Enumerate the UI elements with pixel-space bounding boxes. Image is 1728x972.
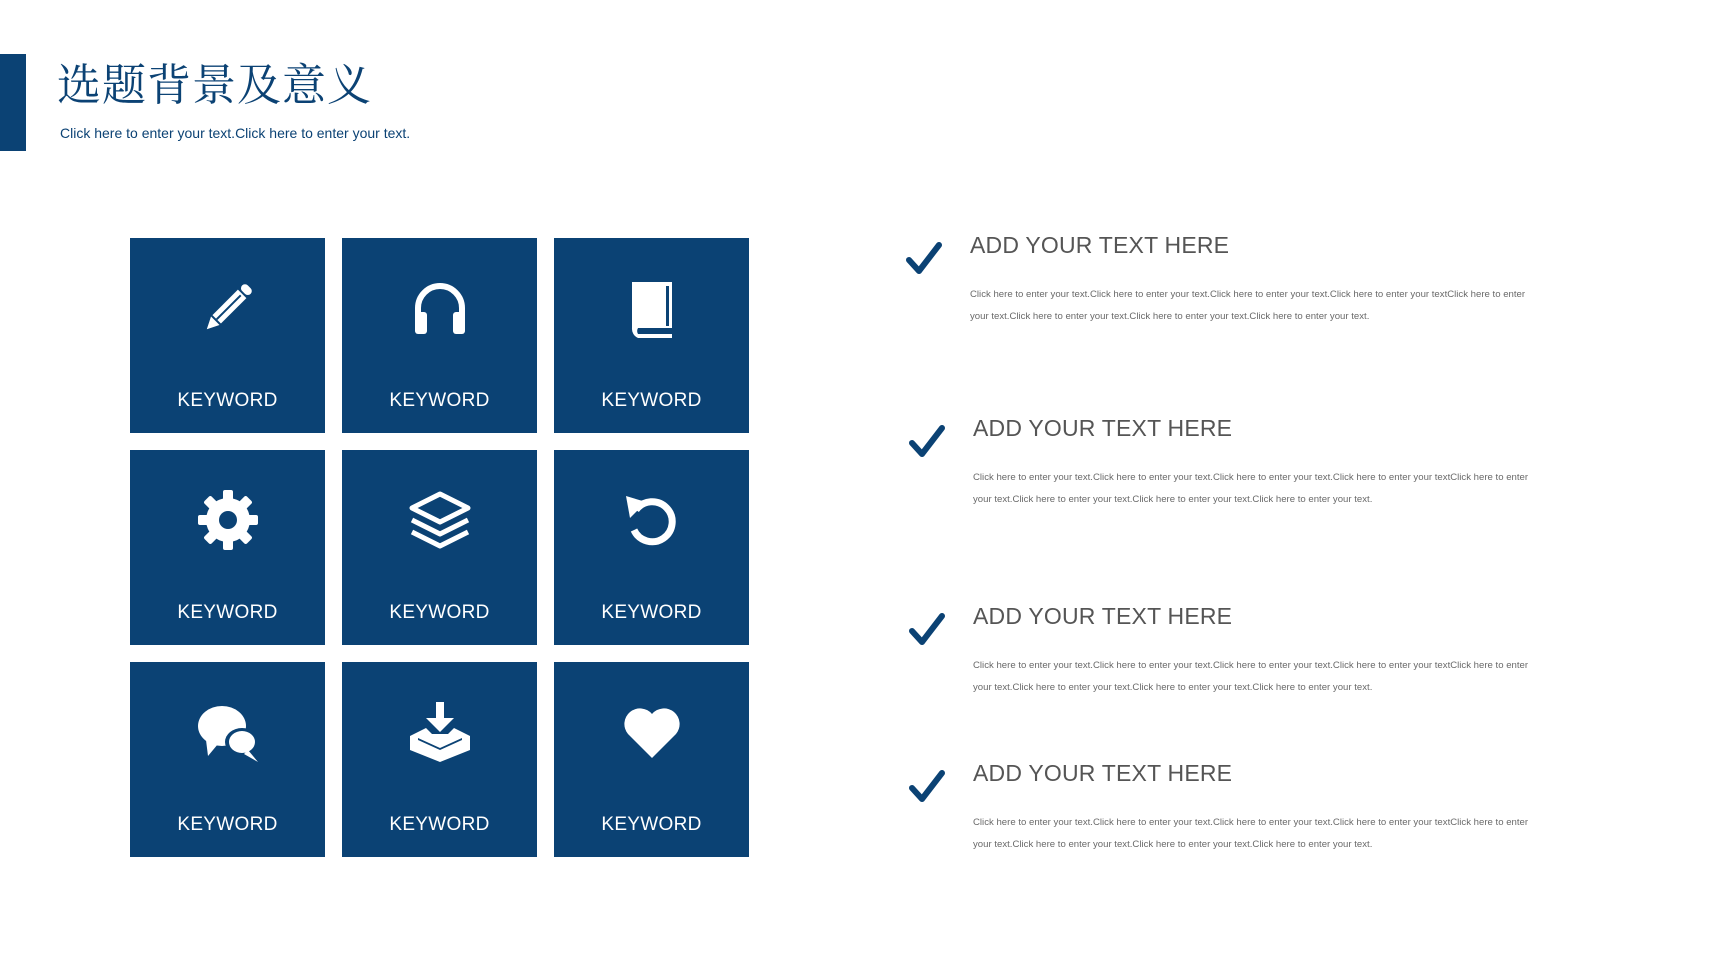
keyword-tile[interactable] (342, 450, 537, 645)
item-heading[interactable]: ADD YOUR TEXT HERE (970, 232, 1230, 258)
layers-icon (404, 484, 476, 556)
checkmark-icon (907, 609, 947, 649)
item-body[interactable]: Click here to enter your text.Click here to enter your text.Click here to enter your text.Click here to enter your textClick here to enter your text.Click here to enter your text.Click here to enter your text.Click here to enter your text. (973, 660, 1529, 693)
title-accent-bar (0, 54, 26, 151)
keyword-tile[interactable] (554, 238, 749, 433)
heart-icon (616, 696, 688, 768)
tile-label: KEYWORD (177, 390, 278, 411)
checkmark-icon (904, 238, 944, 278)
tile-label: KEYWORD (177, 814, 278, 835)
pencil-icon (192, 272, 264, 344)
keyword-tile[interactable] (554, 662, 749, 857)
headphones-icon (404, 272, 476, 344)
book-icon (616, 272, 688, 344)
keyword-tile[interactable] (130, 238, 325, 433)
keyword-grid (130, 238, 749, 857)
item-heading[interactable]: ADD YOUR TEXT HERE (973, 603, 1233, 629)
tile-label: KEYWORD (601, 390, 702, 411)
item-heading[interactable]: ADD YOUR TEXT HERE (973, 415, 1233, 441)
item-body[interactable]: Click here to enter your text.Click here to enter your text.Click here to enter your text.Click here to enter your textClick here to enter your text.Click here to enter your text.Click here to enter your text.Click here to enter your text. (970, 289, 1526, 322)
page-title[interactable]: 选题背景及意义 (57, 60, 372, 111)
item-body[interactable]: Click here to enter your text.Click here to enter your text.Click here to enter your text.Click here to enter your textClick here to enter your text.Click here to enter your text.Click here to enter your text.Click here to enter your text. (973, 472, 1529, 505)
download-tray-icon (404, 696, 476, 768)
checkmark-icon (907, 421, 947, 461)
checkmark-icon (907, 766, 947, 806)
chat-bubbles-icon (192, 696, 264, 768)
tile-label: KEYWORD (601, 814, 702, 835)
keyword-tile[interactable] (130, 450, 325, 645)
keyword-tile[interactable] (342, 662, 537, 857)
tile-label: KEYWORD (389, 602, 490, 623)
refresh-icon (616, 484, 688, 556)
tile-label: KEYWORD (389, 390, 490, 411)
item-body[interactable]: Click here to enter your text.Click here to enter your text.Click here to enter your text.Click here to enter your textClick here to enter your text.Click here to enter your text.Click here to enter your text.Click here to enter your text. (973, 817, 1529, 850)
tile-label: KEYWORD (601, 602, 702, 623)
keyword-tile[interactable] (554, 450, 749, 645)
keyword-tile[interactable] (342, 238, 537, 433)
gear-icon (192, 484, 264, 556)
item-heading[interactable]: ADD YOUR TEXT HERE (973, 760, 1233, 786)
keyword-tile[interactable] (130, 662, 325, 857)
tile-label: KEYWORD (389, 814, 490, 835)
tile-label: KEYWORD (177, 602, 278, 623)
page-subtitle[interactable]: Click here to enter your text.Click here to enter your text. (60, 125, 411, 141)
